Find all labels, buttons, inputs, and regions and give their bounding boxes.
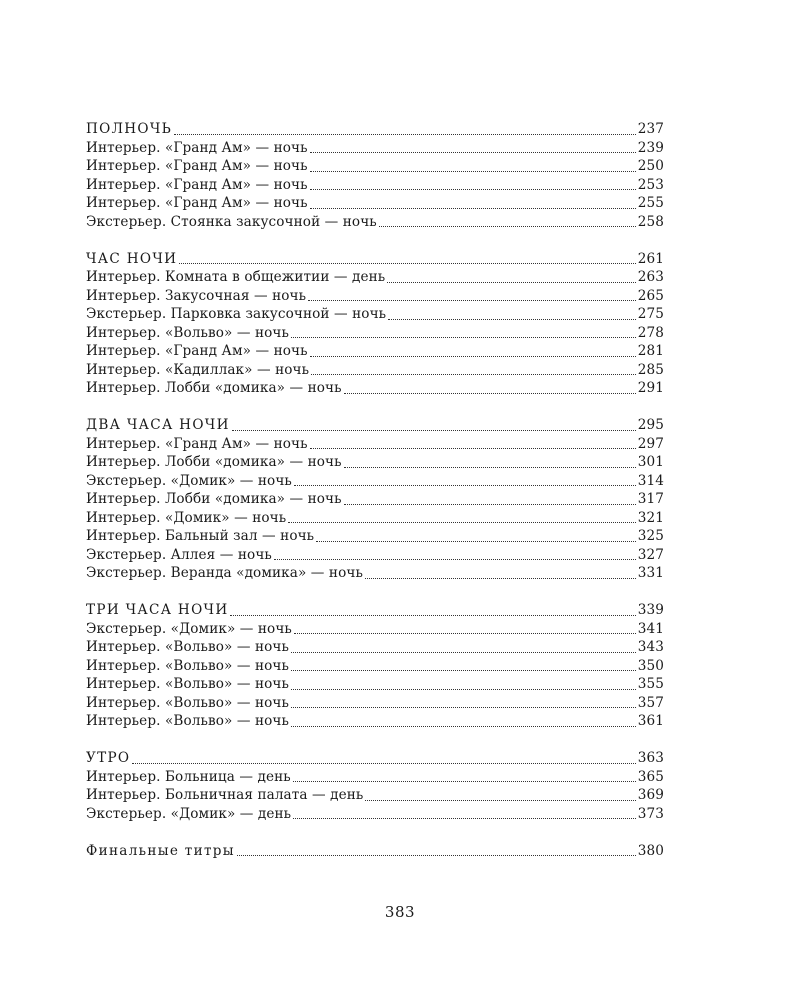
toc-entry-title: Интерьер. Лобби «домика» — ночь xyxy=(86,491,342,507)
dot-leader xyxy=(344,392,636,394)
toc-entry-page: 325 xyxy=(637,528,664,544)
toc-entry-title: Экстерьер. Стоянка закусочной — ночь xyxy=(86,213,377,230)
toc-entry-title: Интерьер. «Гранд Ам» — ночь xyxy=(86,343,308,359)
toc-entry-page: 314 xyxy=(637,472,664,489)
toc-entry-title: Экстерьер. «Домик» — ночь xyxy=(86,620,292,637)
toc-entry xyxy=(86,453,664,472)
dot-leader xyxy=(387,281,635,283)
toc-entry-page: 301 xyxy=(637,454,664,470)
toc-entry-title: Интерьер. Закусочная — ночь xyxy=(86,287,307,304)
toc-entry-title: ЧАС НОЧИ xyxy=(86,250,178,267)
dot-leader xyxy=(132,762,635,764)
toc-entry-title: Интерьер. Бальный зал — ночь xyxy=(86,528,315,544)
toc-entry-page: 357 xyxy=(637,694,664,711)
toc-entry xyxy=(86,435,664,454)
toc-entry xyxy=(86,176,664,195)
toc-entry-page: 369 xyxy=(637,787,664,803)
dot-leader xyxy=(294,484,636,486)
dot-leader xyxy=(291,651,636,653)
toc-section-heading xyxy=(86,749,664,768)
toc-entry xyxy=(86,157,664,176)
dot-leader xyxy=(237,854,636,856)
toc-entry xyxy=(86,361,664,380)
toc-entry-page: 297 xyxy=(637,435,664,452)
toc-entry-title: ПОЛНОЧЬ xyxy=(86,121,173,137)
toc-entry-page: 365 xyxy=(637,768,664,785)
toc-entry-page: 258 xyxy=(637,213,664,230)
dot-leader xyxy=(379,225,636,227)
toc-entry-page: 373 xyxy=(637,805,664,822)
toc-entry-page: 255 xyxy=(637,195,664,211)
toc-entry-page: 263 xyxy=(637,269,664,285)
toc-entry-title: Интерьер. Больница — день xyxy=(86,768,291,785)
toc-entry-title: Интерьер. «Вольво» — ночь xyxy=(86,676,290,692)
toc-entry xyxy=(86,305,664,324)
toc-entry-page: 237 xyxy=(637,121,664,137)
dot-leader xyxy=(310,188,636,190)
toc-section xyxy=(86,120,664,231)
toc-entry-title: Экстерьер. «Домик» — ночь xyxy=(86,472,292,489)
toc-section-heading xyxy=(86,416,664,435)
dot-leader xyxy=(294,632,636,634)
toc-entry-title: Интерьер. «Вольво» — ночь xyxy=(86,324,290,341)
toc-entry-title: Интерьер. «Вольво» — ночь xyxy=(86,657,290,674)
toc-entry-title: Интерьер. «Гранд Ам» — ночь xyxy=(86,195,308,211)
dot-leader xyxy=(388,318,636,320)
dot-leader xyxy=(293,817,636,819)
dot-leader xyxy=(179,262,635,264)
toc-section-heading xyxy=(86,842,664,861)
toc-entry-page: 339 xyxy=(637,602,664,618)
toc-entry xyxy=(86,805,664,824)
toc-entry-page: 291 xyxy=(637,380,664,396)
toc-entry xyxy=(86,786,664,805)
dot-leader xyxy=(288,521,636,523)
toc-entry-title: Экстерьер. «Домик» — день xyxy=(86,805,292,822)
toc-entry-title: Интерьер. «Вольво» — ночь xyxy=(86,639,290,655)
toc-entry-page: 350 xyxy=(637,657,664,674)
toc-entry-title: Интерьер. «Гранд Ам» — ночь xyxy=(86,139,308,156)
dot-leader xyxy=(291,725,636,727)
dot-leader xyxy=(230,614,635,616)
toc-entry xyxy=(86,342,664,361)
dot-leader xyxy=(293,780,636,782)
toc-entry xyxy=(86,675,664,694)
dot-leader xyxy=(311,373,636,375)
toc-section-heading xyxy=(86,250,664,269)
toc-entry xyxy=(86,564,664,583)
toc-entry-page: 343 xyxy=(637,639,664,655)
dot-leader xyxy=(291,688,636,690)
toc-section xyxy=(86,601,664,731)
toc-entry-page: 380 xyxy=(637,842,664,859)
toc-entry-title: Интерьер. Лобби «домика» — ночь xyxy=(86,454,342,470)
toc-entry-page: 278 xyxy=(637,324,664,341)
toc-entry xyxy=(86,324,664,343)
dot-leader xyxy=(291,336,636,338)
toc-section xyxy=(86,749,664,823)
dot-leader xyxy=(274,558,636,560)
toc-entry xyxy=(86,712,664,731)
toc-entry xyxy=(86,620,664,639)
toc-entry-page: 281 xyxy=(637,343,664,359)
toc-section-heading xyxy=(86,120,664,139)
toc-entry-page: 327 xyxy=(637,546,664,563)
toc-entry-page: 295 xyxy=(637,417,664,433)
toc-entry xyxy=(86,527,664,546)
dot-leader xyxy=(365,577,636,579)
toc-entry-title: Интерьер. «Гранд Ам» — ночь xyxy=(86,435,308,452)
toc-entry xyxy=(86,213,664,232)
toc-entry xyxy=(86,287,664,306)
toc-entry xyxy=(86,379,664,398)
dot-leader xyxy=(232,429,636,431)
dot-leader xyxy=(310,170,636,172)
dot-leader xyxy=(344,503,636,505)
toc-entry-title: Экстерьер. Парковка закусочной — ночь xyxy=(86,306,387,322)
toc-section xyxy=(86,416,664,583)
toc-entry xyxy=(86,509,664,528)
toc-entry-title: ДВА ЧАСА НОЧИ xyxy=(86,417,230,433)
table-of-contents xyxy=(86,120,664,879)
dot-leader xyxy=(310,447,636,449)
dot-leader xyxy=(344,466,636,468)
toc-entry-page: 363 xyxy=(637,750,664,766)
toc-entry-title: Экстерьер. Веранда «домика» — ночь xyxy=(86,565,363,581)
toc-entry-title: ТРИ ЧАСА НОЧИ xyxy=(86,602,229,618)
toc-entry xyxy=(86,194,664,213)
toc-entry xyxy=(86,638,664,657)
toc-entry xyxy=(86,490,664,509)
toc-entry-page: 265 xyxy=(637,287,664,304)
toc-entry xyxy=(86,694,664,713)
toc-entry-page: 250 xyxy=(637,158,664,174)
dot-leader xyxy=(291,669,636,671)
toc-section xyxy=(86,250,664,398)
dot-leader xyxy=(310,151,636,153)
toc-entry xyxy=(86,768,664,787)
toc-section xyxy=(86,842,664,861)
dot-leader xyxy=(365,799,635,801)
toc-entry-page: 275 xyxy=(637,306,664,322)
toc-entry xyxy=(86,546,664,565)
toc-entry xyxy=(86,657,664,676)
toc-entry xyxy=(86,472,664,491)
toc-entry xyxy=(86,268,664,287)
toc-section-heading xyxy=(86,601,664,620)
toc-entry-title: Интерьер. Больничная палата — день xyxy=(86,787,364,803)
toc-entry-page: 253 xyxy=(637,176,664,193)
toc-entry-title: Экстерьер. Аллея — ночь xyxy=(86,546,272,563)
toc-entry-title: Финальные титры xyxy=(86,842,235,859)
dot-leader xyxy=(174,133,636,135)
toc-entry-page: 321 xyxy=(637,509,664,526)
toc-entry xyxy=(86,139,664,158)
toc-entry-page: 361 xyxy=(637,713,664,729)
toc-entry-page: 317 xyxy=(637,491,664,507)
toc-entry-page: 261 xyxy=(637,250,664,267)
dot-leader xyxy=(316,540,636,542)
dot-leader xyxy=(308,299,636,301)
dot-leader xyxy=(310,355,636,357)
toc-entry-title: УТРО xyxy=(86,750,131,766)
toc-entry-title: Интерьер. «Гранд Ам» — ночь xyxy=(86,176,308,193)
toc-entry-title: Интерьер. «Вольво» — ночь xyxy=(86,694,290,711)
toc-entry-page: 355 xyxy=(637,676,664,692)
toc-entry-page: 331 xyxy=(637,565,664,581)
toc-entry-title: Интерьер. Лобби «домика» — ночь xyxy=(86,380,342,396)
dot-leader xyxy=(291,706,636,708)
dot-leader xyxy=(310,207,636,209)
toc-entry-page: 285 xyxy=(637,361,664,378)
page-number: 383 xyxy=(384,903,416,921)
toc-entry-title: Интерьер. «Кадиллак» — ночь xyxy=(86,361,310,378)
toc-entry-title: Интерьер. «Домик» — ночь xyxy=(86,509,287,526)
toc-entry-title: Интерьер. «Гранд Ам» — ночь xyxy=(86,158,308,174)
toc-entry-title: Интерьер. Комната в общежитии — день xyxy=(86,269,386,285)
toc-entry-page: 239 xyxy=(637,139,664,156)
toc-entry-page: 341 xyxy=(637,620,664,637)
toc-entry-title: Интерьер. «Вольво» — ночь xyxy=(86,713,290,729)
